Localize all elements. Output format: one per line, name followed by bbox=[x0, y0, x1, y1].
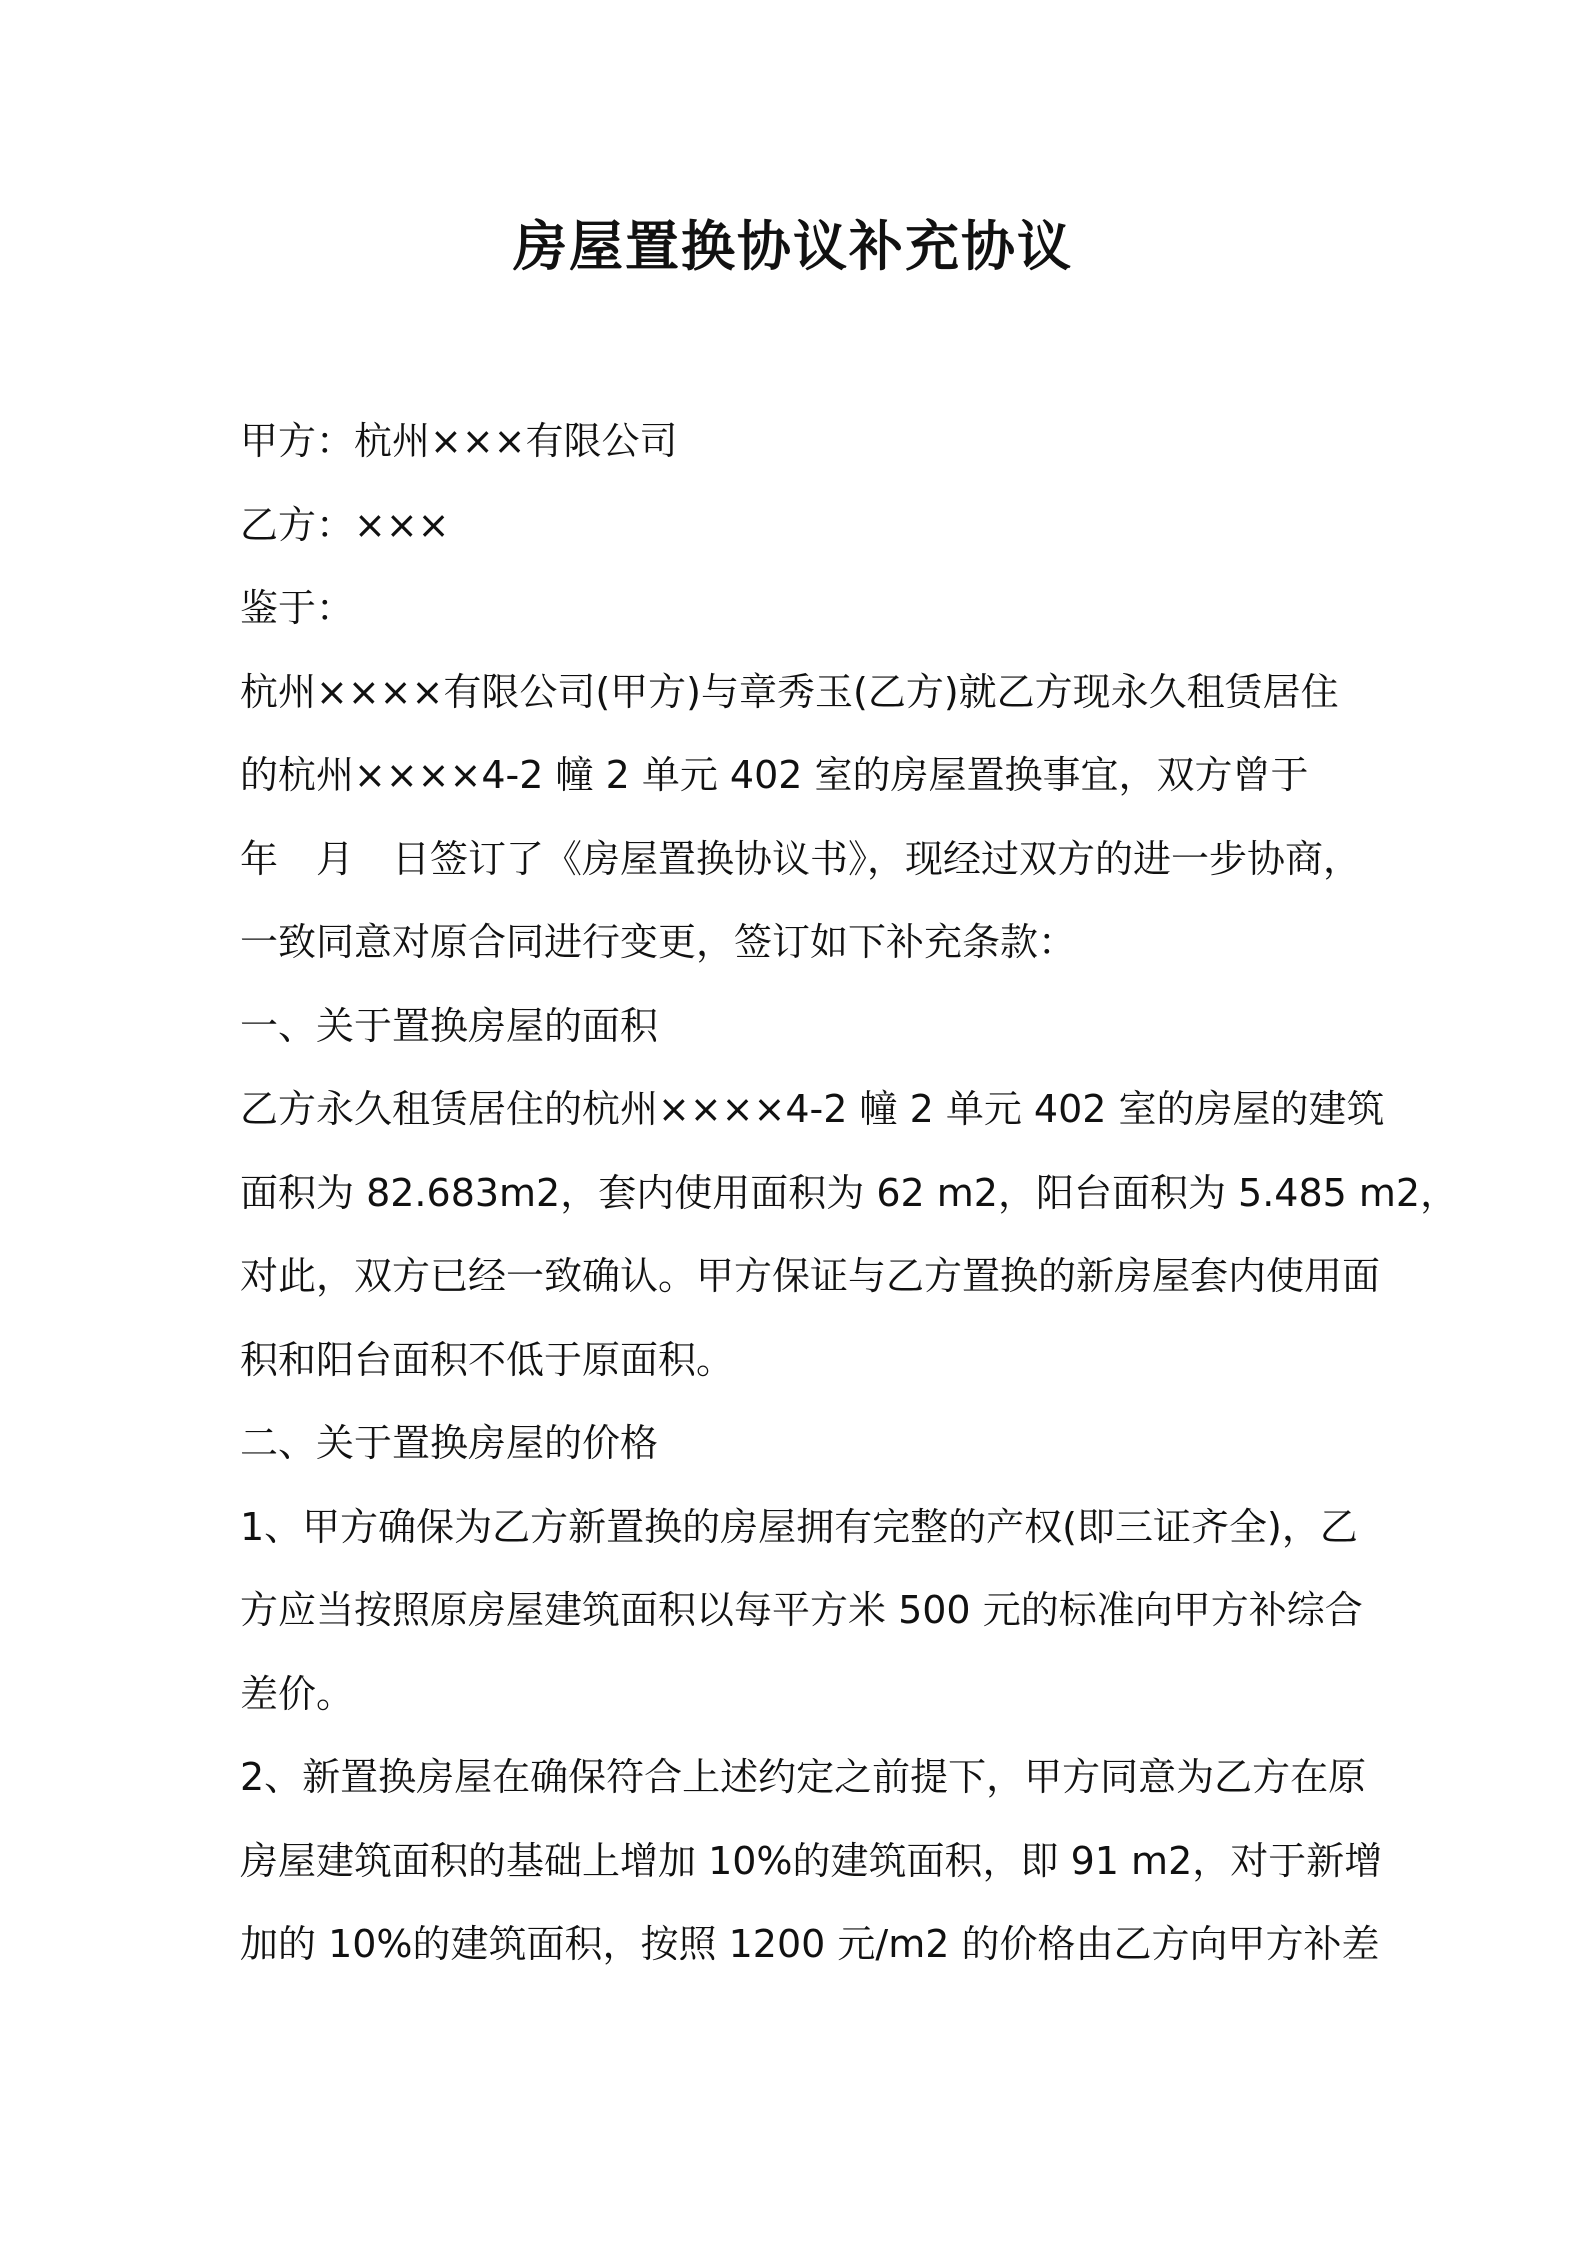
section-1-line-2: 面积为 82.683m2，套内使用面积为 62 m2，阳台面积为 5.485 m2， bbox=[240, 1170, 1459, 1215]
section-1-heading: 一、关于置换房屋的面积 bbox=[240, 1003, 659, 1048]
section-2-item-1-line-1: 1、甲方确保为乙方新置换的房屋拥有完整的产权(即三证齐全)，乙 bbox=[240, 1504, 1358, 1549]
party-a-line: 甲方：杭州×××有限公司 bbox=[240, 419, 678, 463]
section-1-line-4: 积和阳台面积不低于原面积。 bbox=[240, 1337, 735, 1382]
date-line bbox=[240, 818, 1360, 902]
section-2-item-2-line-1: 2、新置换房屋在确保符合上述约定之前提下，甲方同意为乙方在原 bbox=[240, 1755, 1367, 1799]
section-2-item-1-line-3: 差价。 bbox=[240, 1671, 355, 1716]
date-rest-text: 日签订了《房屋置换协议书》，现经过双方的进一步协商， bbox=[392, 836, 1362, 881]
section-2-item-2-line-3: 加的 10%的建筑面积，按照 1200 元/m2 的价格由乙方向甲方补差 bbox=[240, 1922, 1380, 1966]
section-2-item-1-line-2: 方应当按照原房屋建筑面积以每平方米 500 元的标准向甲方补综合 bbox=[240, 1588, 1363, 1632]
section-1-line-1: 乙方永久租赁居住的杭州××××4-2 幢 2 单元 402 室的房屋的建筑 bbox=[240, 1087, 1385, 1131]
section-2-heading: 二、关于置换房屋的价格 bbox=[240, 1421, 659, 1465]
document-title: 房屋置换协议补充协议 bbox=[513, 215, 1073, 278]
intro-line-2: 的杭州××××4-2 幢 2 单元 402 室的房屋置换事宜，双方曾于 bbox=[240, 753, 1309, 797]
whereas-line: 鉴于： bbox=[240, 586, 355, 630]
section-2-item-2-line-2: 房屋建筑面积的基础上增加 10%的建筑面积，即 91 m2，对于新增 bbox=[240, 1838, 1383, 1883]
document-body bbox=[240, 400, 1459, 1987]
date-month-label: 月 bbox=[316, 836, 355, 881]
party-b-line: 乙方：××× bbox=[240, 502, 450, 547]
date-year-label: 年 bbox=[240, 836, 279, 881]
section-1-line-3: 对此，双方已经一致确认。甲方保证与乙方置换的新房屋套内使用面 bbox=[240, 1254, 1381, 1298]
intro-line-1: 杭州××××有限公司(甲方)与章秀玉(乙方)就乙方现永久租赁居住 bbox=[240, 669, 1339, 714]
intro-end-line: 一致同意对原合同进行变更，签订如下补充条款： bbox=[240, 920, 1077, 964]
